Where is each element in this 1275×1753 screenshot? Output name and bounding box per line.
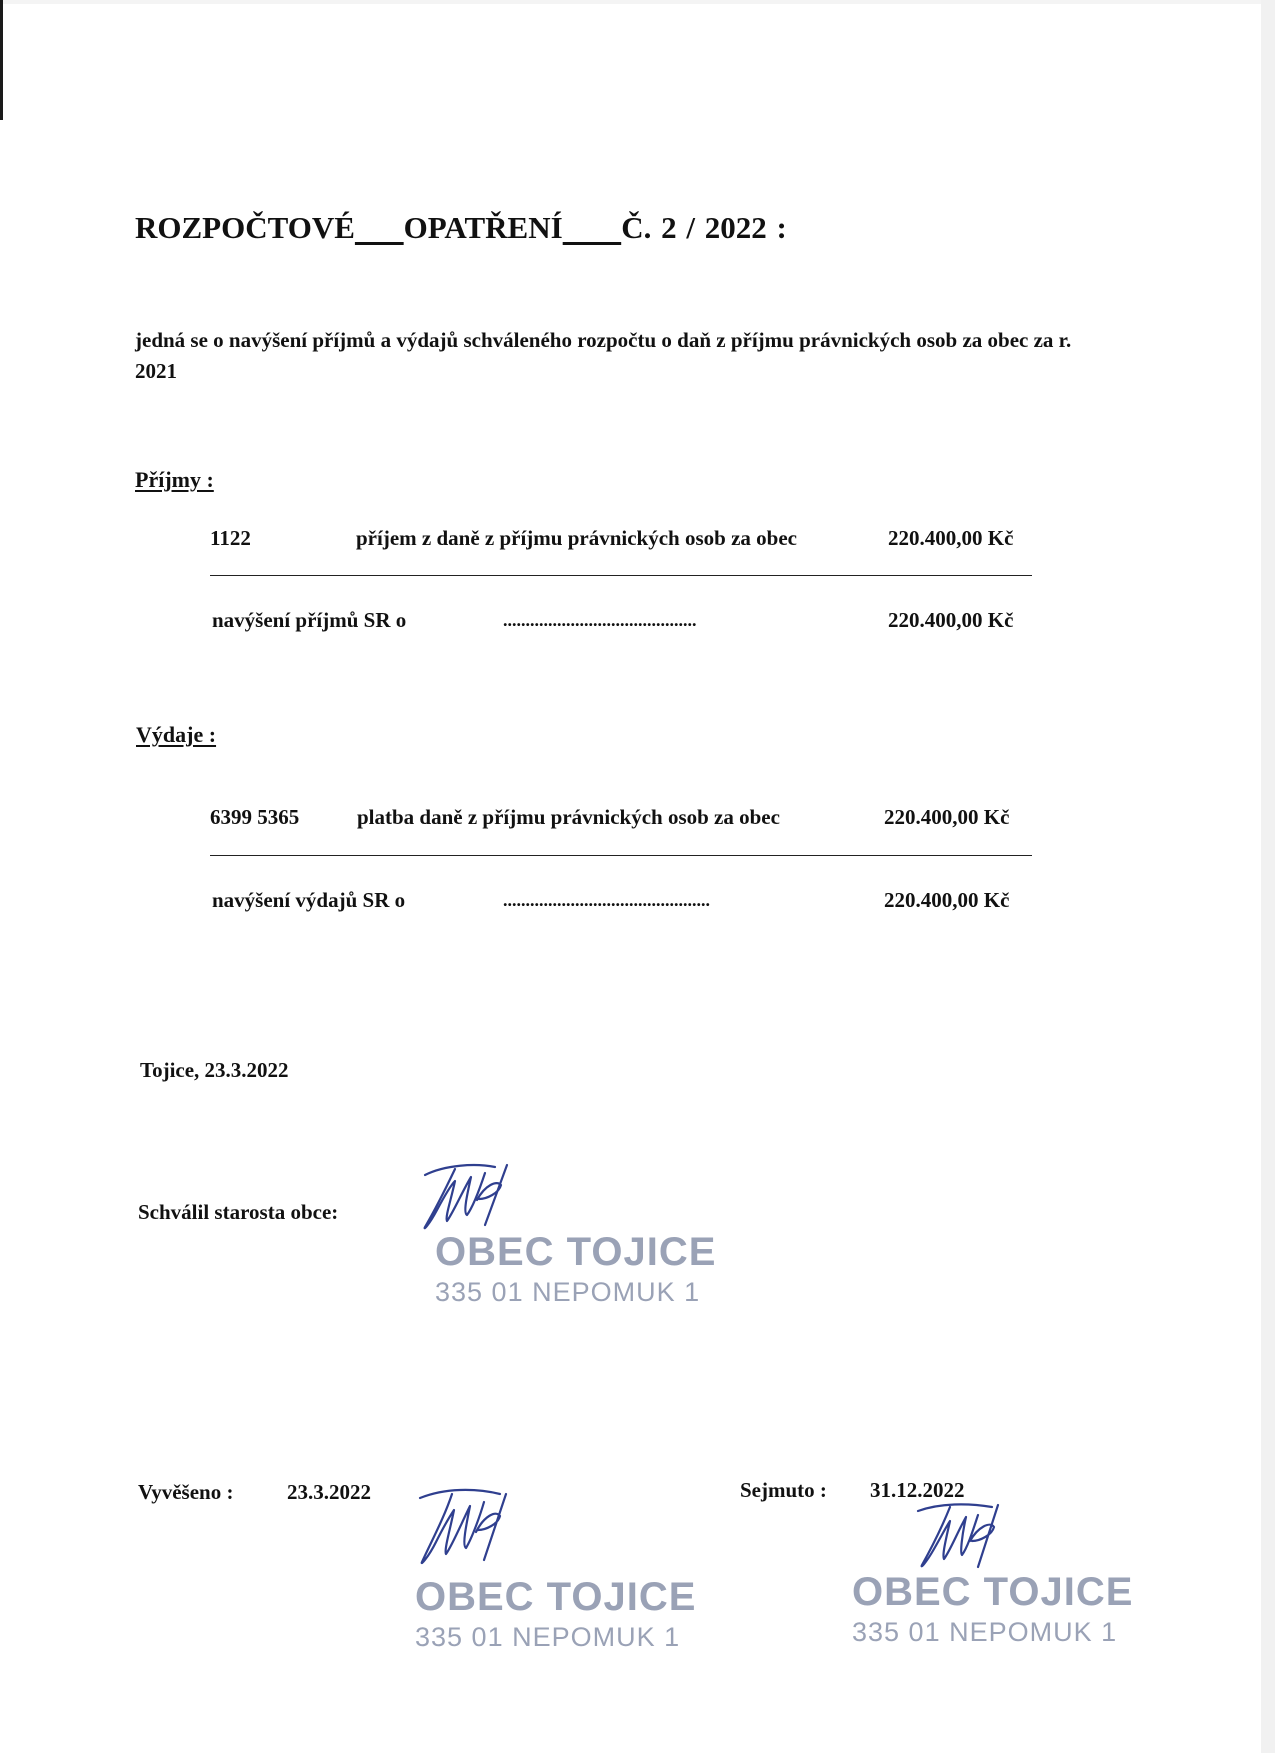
stamp-3-line-1: OBEC TOJICE [852, 1570, 1134, 1614]
expenses-item-description: platba daně z příjmu právnických osob za obec [357, 805, 780, 829]
expenses-heading: Výdaje : [136, 722, 217, 747]
title-part-1: ROZPOČTOVÉ [135, 210, 355, 245]
official-stamp-1 [435, 1230, 716, 1308]
scan-edge-right [1261, 0, 1275, 1753]
income-item-amount: 220.400,00 Kč [888, 526, 1014, 550]
expenses-rule [210, 855, 1032, 856]
official-stamp-2 [415, 1575, 696, 1653]
document-title [135, 210, 787, 246]
income-item-code: 1122 [210, 526, 251, 550]
posted-label: Vyvěšeno : [138, 1480, 234, 1504]
official-stamp-3 [852, 1570, 1133, 1648]
income-heading: Příjmy : [135, 467, 214, 492]
title-part-2: OPATŘENÍ [403, 210, 563, 245]
posted-signature-icon [410, 1480, 530, 1570]
scan-edge-left [0, 0, 3, 120]
mayor-signature-icon [415, 1155, 535, 1235]
expenses-total-dots: .............................................. [503, 890, 710, 910]
expenses-total-label: navýšení výdajů SR o [212, 888, 406, 912]
stamp-2-line-2: 335 01 NEPOMUK 1 [415, 1622, 681, 1652]
income-rule [210, 575, 1032, 576]
stamp-1-line-2: 335 01 NEPOMUK 1 [435, 1277, 701, 1307]
removed-signature-icon [910, 1495, 1020, 1575]
stamp-1-line-1: OBEC TOJICE [435, 1230, 717, 1274]
posted-date: 23.3.2022 [287, 1480, 371, 1504]
removed-label: Sejmuto : [740, 1478, 827, 1502]
stamp-3-line-2: 335 01 NEPOMUK 1 [852, 1617, 1118, 1647]
removed-date: 31.12.2022 [870, 1478, 965, 1502]
stamp-2-line-1: OBEC TOJICE [415, 1575, 697, 1619]
expenses-item-amount: 220.400,00 Kč [884, 805, 1010, 829]
income-item-description: příjem z daně z příjmu právnických osob za obec [356, 526, 797, 550]
scan-edge-top [0, 0, 1275, 4]
expenses-total-amount: 220.400,00 Kč [884, 888, 1010, 912]
place-date: Tojice, 23.3.2022 [140, 1058, 289, 1082]
title-part-3: Č. 2 / 2022 : [621, 210, 787, 245]
expenses-item-code: 6399 5365 [210, 805, 300, 829]
income-total-label: navýšení příjmů SR o [212, 608, 407, 632]
income-total-dots: ........................................... [503, 610, 697, 630]
approved-label: Schválil starosta obce: [138, 1200, 339, 1224]
intro-text: jedná se o navýšení příjmů a výdajů schváleného rozpočtu o daň z příjmu právnických osob za obec za r. 2021 [135, 328, 1072, 383]
income-total-amount: 220.400,00 Kč [888, 608, 1014, 632]
